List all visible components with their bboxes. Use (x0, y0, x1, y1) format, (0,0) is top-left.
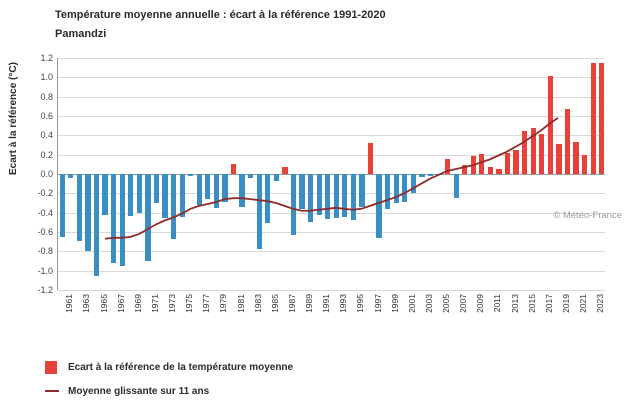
x-tick-label: 2007 (458, 294, 469, 313)
x-tick-label: 1999 (389, 294, 400, 313)
x-tick-label: 1965 (98, 294, 109, 313)
y-tick-label: -1.2 (37, 285, 53, 295)
x-tick-label: 2011 (492, 294, 503, 313)
x-tick-label: 1973 (167, 294, 178, 313)
chart-subtitle: Pamandzi (55, 28, 107, 40)
x-tick-label: 1971 (149, 294, 160, 313)
x-tick-label: 1991 (321, 294, 332, 313)
x-tick-label: 1995 (355, 294, 366, 313)
x-tick-label: 1963 (81, 294, 92, 313)
y-tick-label: -0.4 (37, 207, 53, 218)
plot-area (37, 53, 605, 295)
legend-line-swatch-icon (45, 390, 59, 392)
moving-average-path (105, 118, 558, 239)
y-tick-label: -0.6 (37, 227, 53, 237)
x-tick-label: 1997 (372, 294, 383, 313)
x-tick-label: 2017 (543, 294, 554, 313)
x-tick-label: 2023 (595, 294, 606, 313)
x-tick-label: 2005 (441, 294, 452, 313)
legend-item-line (45, 381, 605, 401)
y-tick-label: -0.8 (37, 246, 53, 257)
x-tick-label: 1961 (64, 294, 75, 313)
x-tick-label: 1981 (235, 294, 246, 313)
x-tick-label: 1987 (286, 294, 297, 313)
legend-bar-swatch-icon (45, 361, 57, 374)
x-tick-label: 2013 (509, 294, 520, 313)
x-tick-label: 1975 (184, 294, 195, 313)
x-axis-labels (57, 290, 605, 350)
legend-item-bars (45, 357, 605, 377)
y-tick-label: -0.2 (37, 188, 53, 199)
x-tick-label: 2003 (423, 294, 434, 313)
x-tick-label: 2015 (526, 294, 537, 313)
y-tick-label: 0.8 (40, 91, 53, 102)
x-tick-label: 1993 (338, 294, 349, 313)
x-tick-label: 2001 (406, 294, 417, 313)
y-tick-label: 0.2 (40, 149, 53, 160)
y-tick-label: 0.6 (40, 111, 53, 121)
moving-average-line (58, 58, 605, 290)
legend-item-label: Moyenne glissante sur 11 ans (68, 385, 210, 397)
y-tick-label: -1.0 (37, 265, 53, 276)
x-tick-label: 1967 (115, 294, 126, 313)
x-tick-label: 1969 (132, 294, 143, 313)
x-tick-label: 2019 (560, 294, 571, 313)
y-tick-label: 0.0 (40, 169, 53, 179)
watermark: © Météo-France (553, 210, 622, 221)
x-tick-label: 1985 (269, 294, 280, 313)
y-tick-label: 0.4 (40, 130, 53, 141)
page-title: Température moyenne annuelle : écart à la référence 1991-2020 (55, 9, 386, 21)
x-tick-label: 1983 (252, 294, 263, 313)
title-block (55, 8, 615, 42)
x-tick-label: 1977 (201, 294, 212, 313)
y-tick-label: 1.0 (40, 72, 53, 83)
legend-item-label: Ecart à la référence de la température moyenne (68, 361, 294, 373)
x-tick-label: 2009 (475, 294, 486, 313)
x-tick-label: 1989 (304, 294, 315, 313)
y-axis-title: Ecart à la référence (°C) (8, 62, 19, 175)
x-tick-label: 2021 (578, 294, 589, 313)
y-tick-label: 1.2 (40, 53, 53, 63)
x-tick-label: 1979 (218, 294, 229, 313)
legend (45, 357, 605, 405)
